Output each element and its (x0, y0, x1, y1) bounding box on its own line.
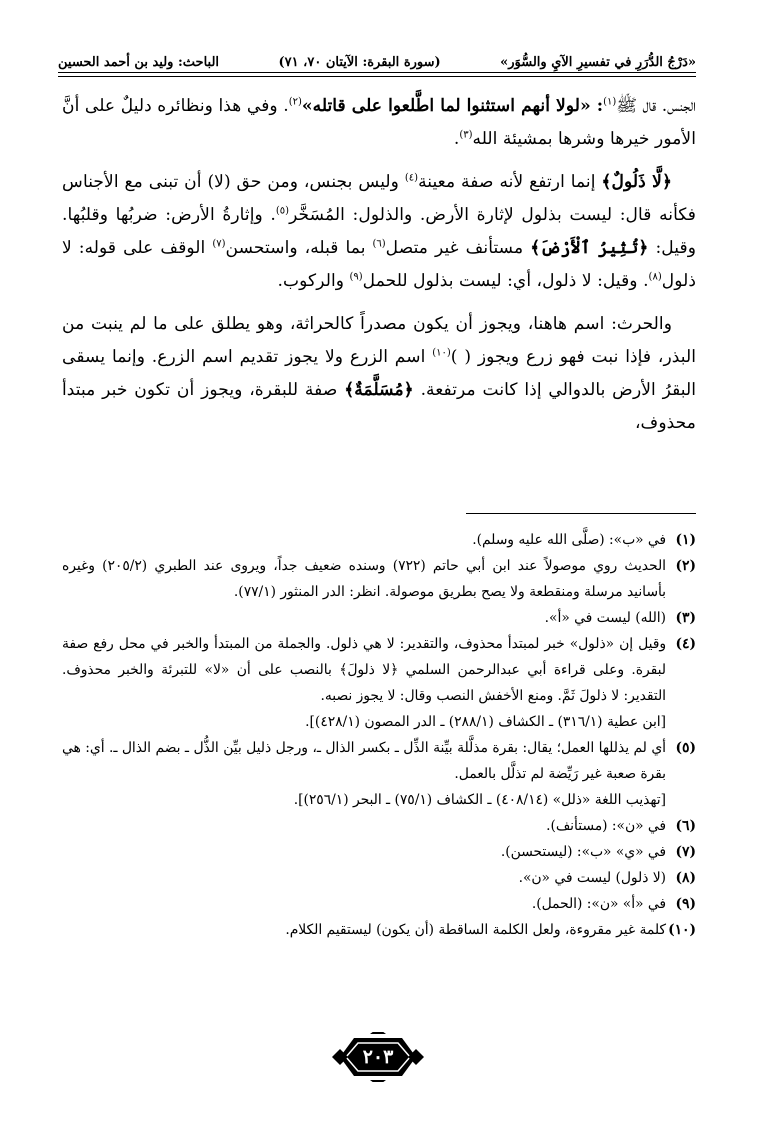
footnote-marker: (٣) (459, 129, 473, 141)
paragraph-2 (62, 166, 696, 298)
footnote-marker: (٩) (349, 271, 363, 283)
footnote-marker: (١) (603, 96, 617, 108)
footnote-body (62, 813, 666, 839)
footnote-item (62, 527, 696, 553)
footnote-number: (٩) (675, 896, 696, 912)
hadith-quote: : «لولا أنهم استثنوا لما اطَّلعوا على قاتله» (301, 96, 604, 116)
paragraph-3 (62, 308, 696, 440)
footnote-item (62, 553, 696, 605)
surah-info: (سورة البقرة: الآيتان ٧٠، ٧١) (278, 55, 441, 70)
footnote-item (62, 735, 696, 813)
text-run: الوقف على قوله: لا ذلول (62, 238, 696, 291)
footnote-text: كلمة غير مقروءة، ولعل الكلمة الساقطة (أن يكون) ليستقيم الكلام. (285, 922, 666, 938)
text-run: وليس بجنس، ومن حق (لا) أن تبنى مع الأجناس فكأنه قال: ليست بذلول لإثارة الأرض. والذلول: المُسَخَّر (62, 172, 697, 225)
running-header (58, 40, 696, 70)
researcher-name: الباحث: وليد بن أحمد الحسين (58, 55, 220, 70)
footnote-body (62, 735, 666, 813)
text-run: صفة للبقرة، ويجوز أن تكون خبر مبتدأ محذوف، (62, 380, 696, 433)
footnote-text: في «ي» «ب»: (ليستحسن). (500, 844, 666, 860)
footnote-marker: (١٠) (432, 347, 451, 359)
footnote-text: في «أ» «ن»: (الحمل). (531, 896, 666, 912)
footnote-item (62, 865, 696, 891)
footnote-marker: (٤) (404, 172, 419, 184)
text-run: . وقيل: لا ذلول، أي: ليست بذلول للحمل (362, 271, 649, 291)
footnote-reference: [تهذيب اللغة «ذلل» (٤٠٨/١٤) ـ الكشاف (٧٥/١) ـ البحر (٢٥٦/١)]. (293, 792, 666, 808)
header-rule (58, 72, 696, 77)
page-number: ٢٠٣ (362, 1046, 394, 1068)
footnote-body (62, 917, 666, 943)
text-run: إنما ارتفع لأنه صفة معينة (418, 172, 602, 192)
text-run: اسم الزرع ولا يجوز تقديم اسم الزرع. وإنما يسقى البقرُ الأرض بالدوالي إذا كانت مرتفعة. (62, 347, 697, 400)
footnote-item (62, 813, 696, 839)
footnote-item (62, 631, 696, 735)
text-run: بما قبله، واستحسن (225, 238, 373, 258)
text-run: والحرث: اسم هاهنا، ويجوز أن يكون مصدراً كالحراثة، وهو يطلق على ما لم ينبت من البذر، فإذا نبت فهو زرع ويجوز ( ) (62, 314, 696, 367)
footnote-body (62, 553, 666, 605)
footnote-marker: (٢) (288, 96, 302, 108)
text-run: مستأنف غير متصل (385, 238, 531, 258)
footnote-body (62, 631, 666, 735)
footnote-number: (١٠) (668, 922, 696, 938)
footnote-text: (الله) ليست في «أ». (544, 610, 666, 626)
footnote-separator (466, 513, 696, 514)
footnote-text: الحديث روي موصولاً عند ابن أبي حاتم (٧٢٢) وسنده ضعيف جداً، ويروى عند الطبري (٢٠٥/٢) وغيره بأسانيد مرسلة ومنقطعة ولا يصح بطريق موصولة. انظر: الدر المنثور (٧٧/١). (62, 558, 666, 600)
footnote-number: (٨) (675, 870, 696, 886)
footnote-number: (٥) (675, 740, 696, 756)
footnote-body (62, 839, 666, 865)
text-run: . وإثارةُ الأرض: ضربُها وقلبُها. وقيل: (62, 205, 696, 258)
footnote-marker: (٥) (275, 205, 290, 217)
footnote-marker: (٧) (212, 238, 226, 250)
text-run: . وفي هذا ونظائره دليلٌ على أنَّ الأمور خيرها وشرها بمشيئة الله (62, 96, 696, 149)
footnote-number: (٢) (675, 558, 696, 574)
quran-quote: ﴿تُثِيرُ ٱلْأَرْضَ﴾ (530, 238, 649, 258)
footnote-item (62, 891, 696, 917)
footnote-number: (٣) (675, 610, 696, 626)
footnote-text: في «ن»: (مستأنف). (546, 818, 666, 834)
quran-quote: ﴿مُسَلَّمَةٌ﴾ (344, 380, 414, 400)
footnote-number: (٧) (675, 844, 696, 860)
footnote-item (62, 917, 696, 943)
footnote-text: أي لم يذللها العمل؛ يقال: بقرة مذلَّلة بيِّنة الذِّل ـ بكسر الذال ـ، ورجل ذليل بيِّن الذُّل ـ بضم الذال ـ. أي: هي بقرة صعبة غير رَيِّضة لم تذلَّل بالعمل. (62, 740, 666, 782)
footnote-number: (٦) (675, 818, 696, 834)
quran-quote: ﴿لَّا ذَلُولٌ﴾ (601, 172, 673, 192)
paragraph-1 (62, 90, 696, 156)
footnote-reference: [ابن عطية (٣١٦/١) ـ الكشاف (٢٨٨/١) ـ الدر المصون (٤٢٨/١)]. (305, 714, 666, 730)
main-text (62, 90, 696, 450)
footnote-text: وقيل إن «ذلول» خبر لمبتدأ محذوف، والتقدير: لا هي ذلول. والجملة من المبتدأ والخبر في محل رفع صفة لبقرة. وعلى قراءة أبي عبدالرحمن السلمي ﴿لا ذلولَ﴾ بالنصب على أن «لا» للتبرئة والخبر محذوف. التقدير: لا ذلولَ ثَمَّ. ومنع الأخفش النصب وقال: لا يجوز نصبه. (62, 636, 666, 704)
book-title: «دَرْجُ الدُّرَرِ في تفسيرِ الآيِ والسُّوَر» (500, 55, 696, 70)
footnotes (62, 527, 696, 943)
footnote-body (62, 527, 666, 553)
text-run: . (453, 129, 460, 149)
text-run: والركوب. (277, 271, 350, 291)
footnote-text: (لا ذلول) ليست في «ن». (518, 870, 666, 886)
footnote-body (62, 865, 666, 891)
footnote-marker: (٨) (648, 271, 662, 283)
page-number-ornament (330, 1032, 426, 1082)
footnote-number: (٤) (675, 636, 696, 652)
text-run: الجنس. قال ﷺ (616, 96, 696, 116)
footnote-item (62, 605, 696, 631)
footnote-marker: (٦) (372, 238, 386, 250)
footnote-number: (١) (675, 532, 696, 548)
footnote-body (62, 605, 666, 631)
footnote-text: في «ب»: (صلَّى الله عليه وسلم). (472, 532, 666, 548)
footnote-item (62, 839, 696, 865)
footnote-body (62, 891, 666, 917)
